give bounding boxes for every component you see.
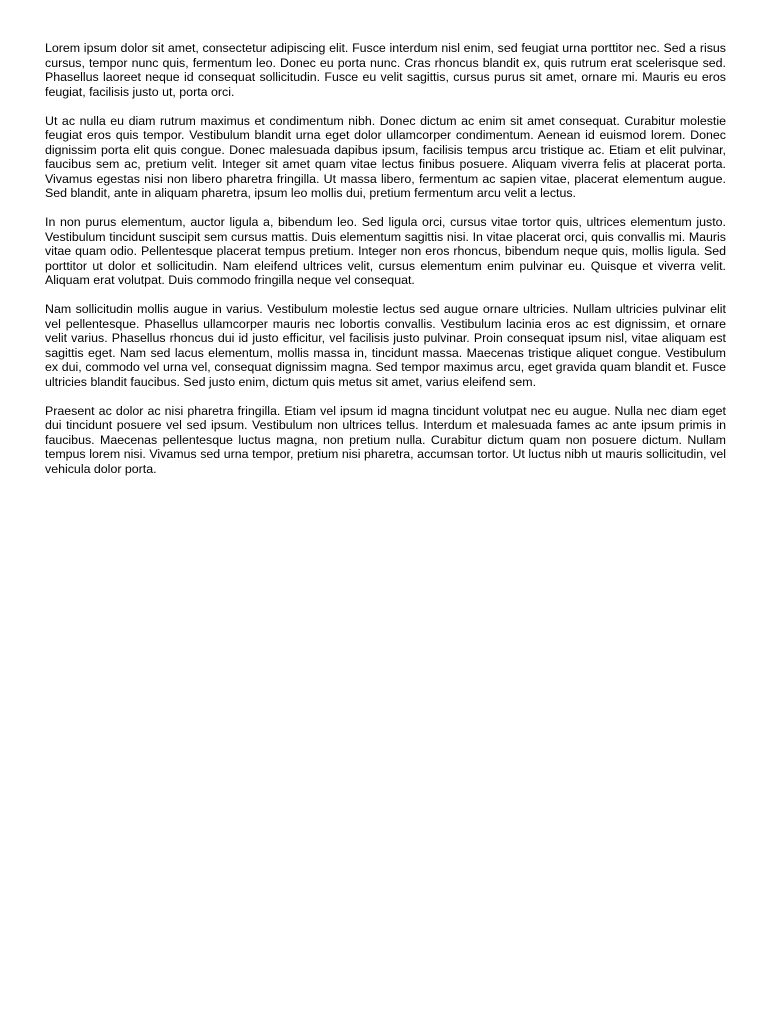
document-body xyxy=(45,41,726,491)
paragraph-3: In non purus elementum, auctor ligula a, bibendum leo. Sed ligula orci, cursus vitae tortor quis, ultrices elementum justo. Vestibulum tincidunt suscipit sem cursus mattis. Duis elementum sagittis nisi. In vitae placerat orci, quis convallis mi. Mauris vitae quam odio. Pellentesque placerat tempus pretium. Integer non eros rhoncus, bibendum neque quis, mollis ligula. Sed porttitor ut dolor et sollicitudin. Nam eleifend ultrices velit, cursus elementum enim pulvinar eu. Quisque et viverra velit. Aliquam erat volutpat. Duis commodo fringilla neque vel consequat. xyxy=(45,215,726,287)
paragraph-4: Nam sollicitudin mollis augue in varius. Vestibulum molestie lectus sed augue ornare ultricies. Nullam ultricies pulvinar elit vel pellentesque. Phasellus ullamcorper mauris nec lobortis convallis. Vestibulum lacinia eros ac est dignissim, et ornare velit varius. Phasellus rhoncus dui id justo efficitur, vel facilisis justo pulvinar. Proin consequat ipsum nisl, vitae aliquam est sagittis eget. Nam sed lacus elementum, mollis massa in, tincidunt massa. Maecenas tristique aliquet congue. Vestibulum ex dui, commodo vel urna vel, consequat dignissim magna. Sed tempor maximus arcu, eget gravida quam blandit et. Fusce ultricies blandit faucibus. Sed justo enim, dictum quis metus sit amet, varius eleifend sem. xyxy=(45,302,726,389)
paragraph-5: Praesent ac dolor ac nisi pharetra fringilla. Etiam vel ipsum id magna tincidunt volutpat nec eu augue. Nulla nec diam eget dui tincidunt posuere vel sed ipsum. Vestibulum non ultrices tellus. Interdum et malesuada fames ac ante ipsum primis in faucibus. Maecenas pellentesque luctus magna, non pretium nulla. Curabitur dictum quam non posuere dictum. Nullam tempus lorem nisi. Vivamus sed urna tempor, pretium nisi pharetra, accumsan tortor. Ut luctus nibh ut mauris sollicitudin, vel vehicula dolor porta. xyxy=(45,403,726,476)
paragraph-2: Ut ac nulla eu diam rutrum maximus et condimentum nibh. Donec dictum ac enim sit amet consequat. Curabitur molestie feugiat eros quis tempor. Vestibulum blandit urna eget dolor ullamcorper condimentum. Aenean id euismod lorem. Donec dignissim porta elit quis congue. Donec malesuada dapibus ipsum, facilisis tempus arcu tristique ac. Etiam et elit pulvinar, faucibus sem ac, pretium velit. Integer sit amet quam vitae lectus finibus posuere. Aliquam viverra felis at placerat porta. Vivamus egestas nisi non libero pharetra fringilla. Ut massa libero, fermentum ac sapien vitae, placerat elementum augue. Sed blandit, ante in aliquam pharetra, ipsum leo mollis dui, pretium fermentum arcu velit a lectus. xyxy=(45,113,726,200)
paragraph-1: Lorem ipsum dolor sit amet, consectetur adipiscing elit. Fusce interdum nisl enim, sed feugiat urna porttitor nec. Sed a risus cursus, tempor nunc quis, fermentum leo. Donec eu porta nunc. Cras rhoncus blandit ex, quis rutrum erat scelerisque sed. Phasellus laoreet neque id consequat sollicitudin. Fusce eu velit sagittis, cursus purus sit amet, ornare mi. Mauris eu eros feugiat, facilisis justo ut, porta orci. xyxy=(45,41,726,99)
